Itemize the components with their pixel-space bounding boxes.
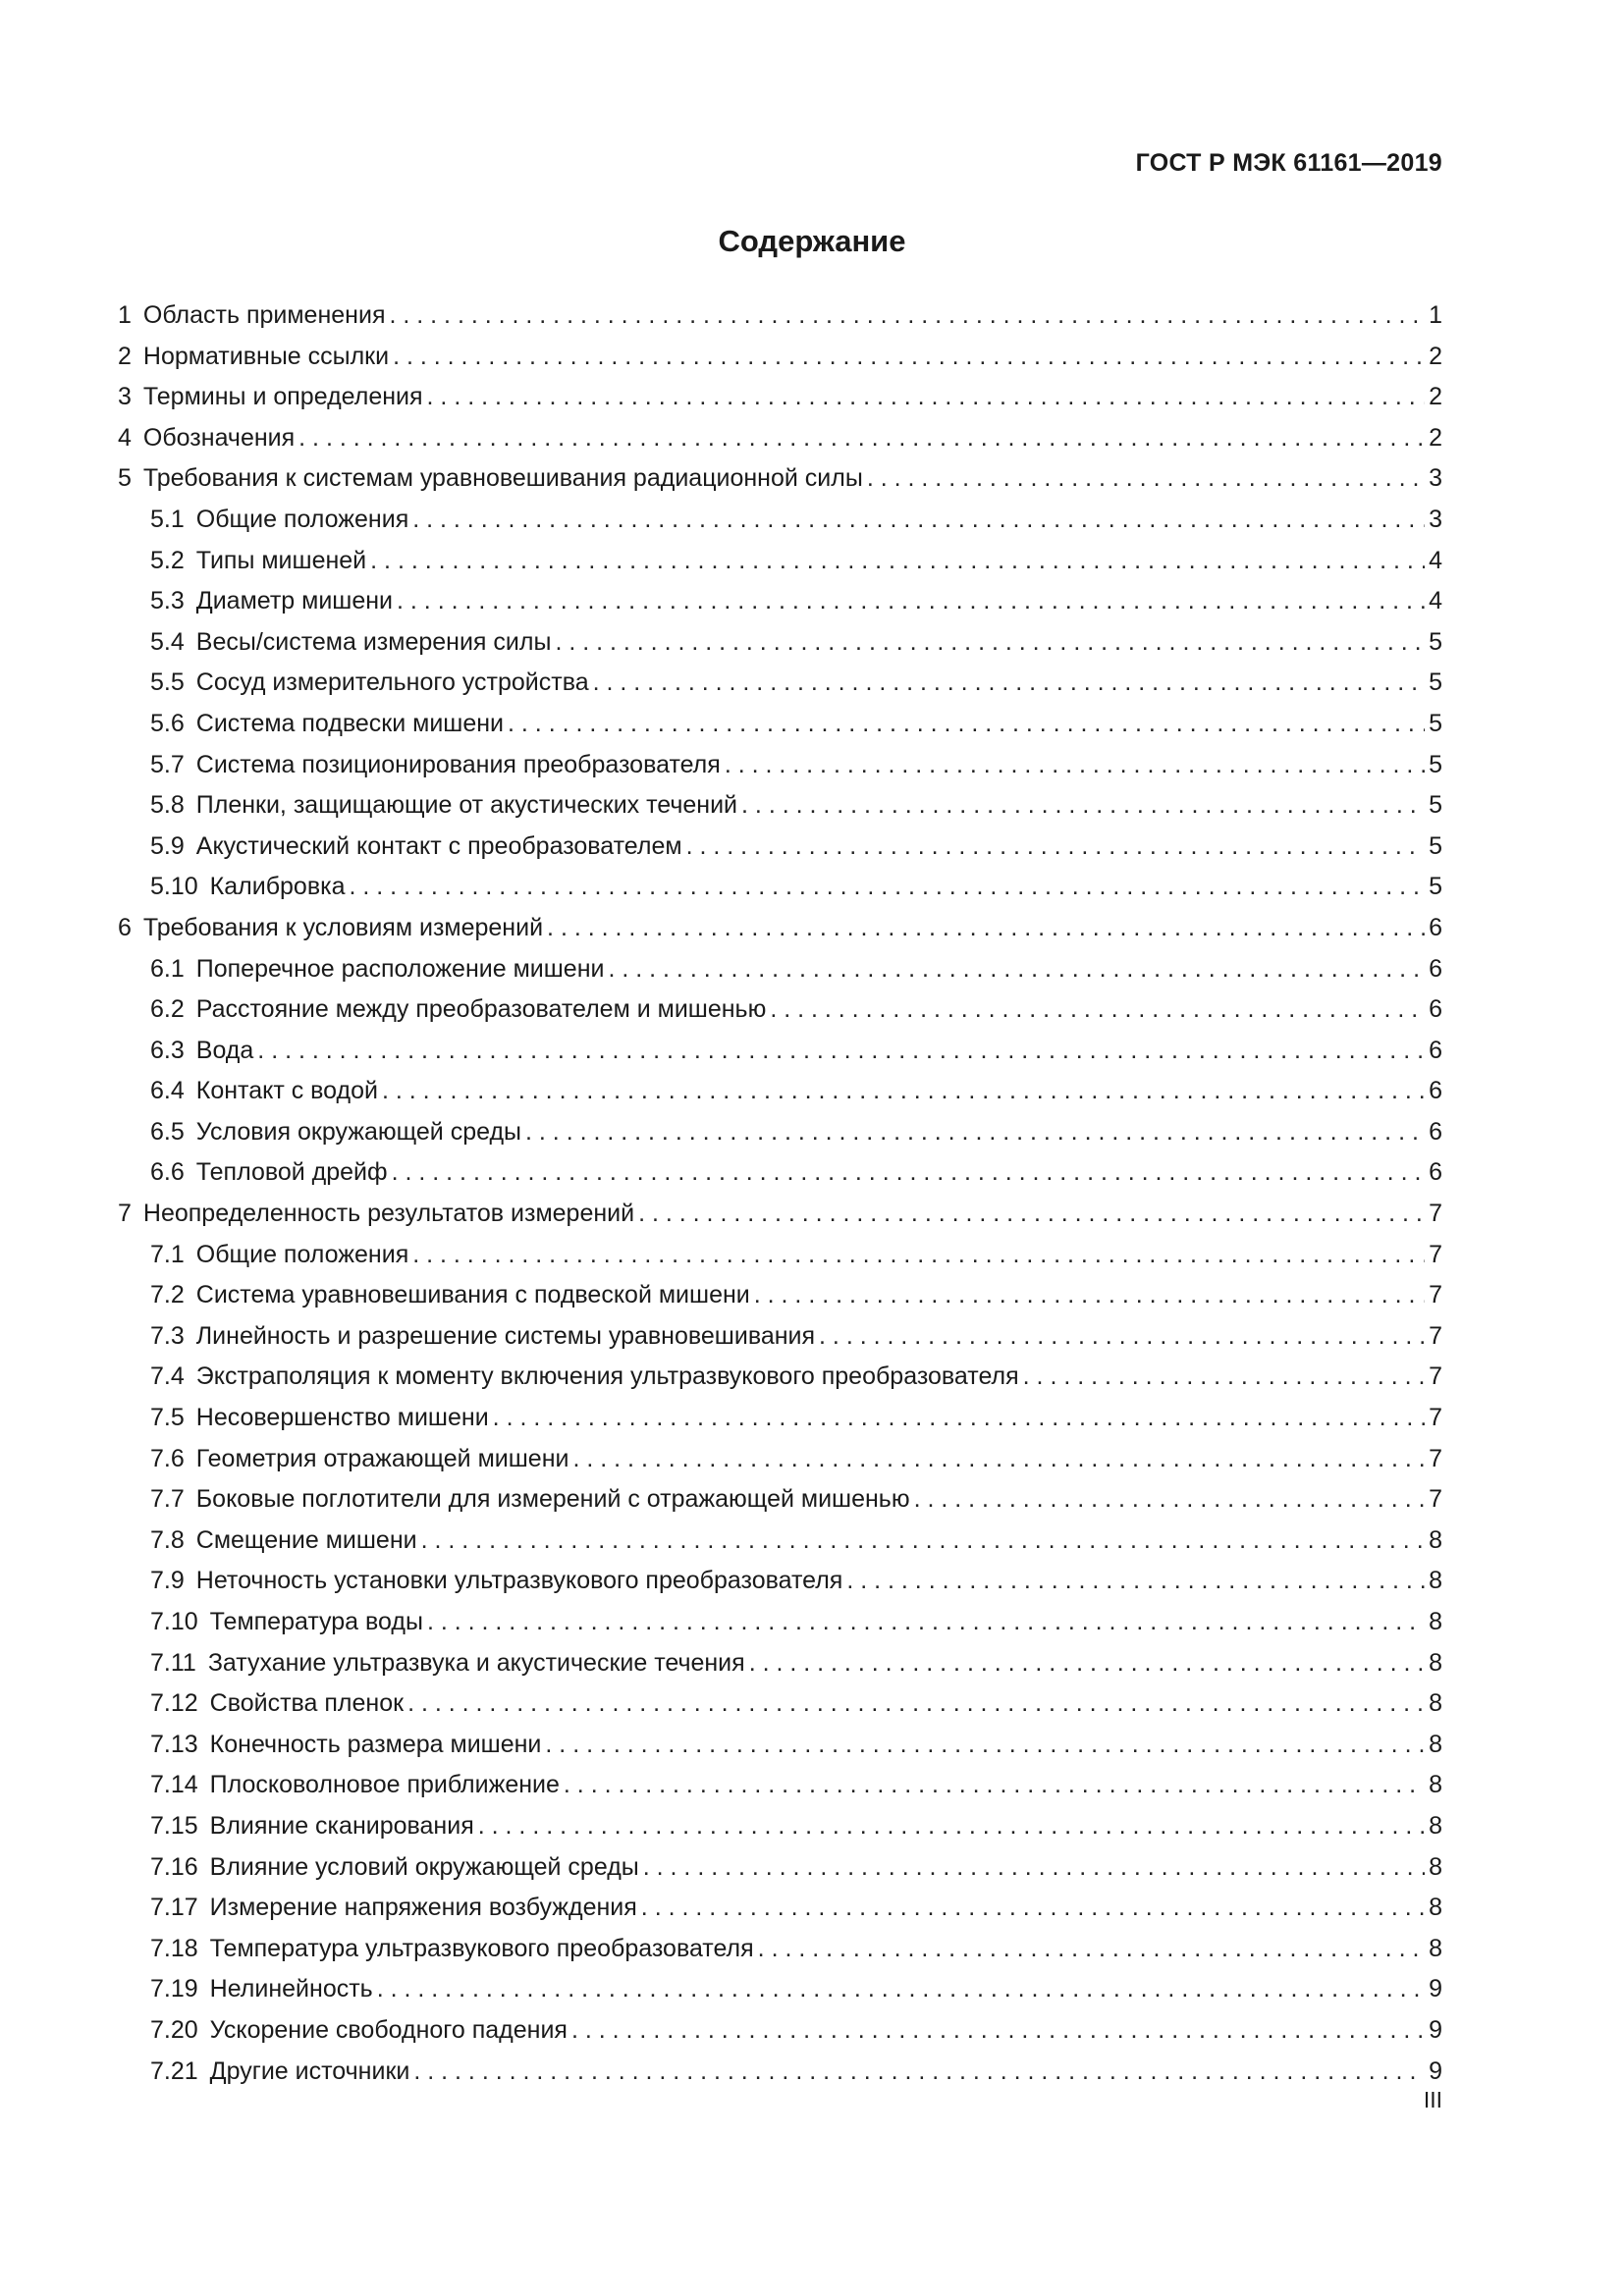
toc-dot-leader xyxy=(525,1112,1425,1153)
toc-entry[interactable] xyxy=(118,541,1442,582)
toc-entry-title: Конечность размера мишени xyxy=(209,1730,542,1758)
toc-dot-leader xyxy=(914,1479,1426,1521)
toc-entry[interactable] xyxy=(118,745,1442,786)
toc-entry-title: Весы/система измерения силы xyxy=(195,627,552,656)
toc-entry-page: 5 xyxy=(1429,668,1442,697)
toc-dot-leader xyxy=(770,989,1425,1031)
toc-entry-page: 3 xyxy=(1429,505,1442,533)
toc-entry-title: Температура воды xyxy=(209,1608,423,1635)
toc-entry-page: 4 xyxy=(1429,546,1442,574)
toc-entry[interactable] xyxy=(118,785,1442,827)
toc-entry-title: Термины и определения xyxy=(142,383,423,411)
toc-dot-leader xyxy=(555,622,1425,664)
toc-entry-title: Неопределенность результатов измерений xyxy=(142,1200,635,1228)
toc-entry[interactable] xyxy=(118,1765,1442,1806)
toc-entry[interactable] xyxy=(118,663,1442,704)
toc-entry-number: 7.20 xyxy=(150,2015,198,2044)
toc-entry-title: Обозначения xyxy=(142,423,296,452)
toc-entry-number: 7.12 xyxy=(150,1689,198,1718)
toc-entry-number: 6.6 xyxy=(150,1158,185,1187)
toc-entry-title: Сосуд измерительного устройства xyxy=(195,668,589,697)
toc-entry-page: 6 xyxy=(1429,1158,1442,1187)
toc-entry-page: 5 xyxy=(1429,627,1442,656)
toc-dot-leader xyxy=(638,1194,1425,1235)
toc-entry[interactable] xyxy=(118,1806,1442,1847)
toc-entry-number: 6.3 xyxy=(150,1036,185,1064)
toc-entry[interactable] xyxy=(118,1071,1442,1112)
toc-entry-number: 6 xyxy=(118,913,132,941)
toc-entry-number: 7.9 xyxy=(150,1567,185,1595)
toc-entry-page: 8 xyxy=(1429,1689,1442,1718)
toc-dot-leader xyxy=(608,949,1425,990)
toc-dot-leader xyxy=(393,337,1425,378)
toc-entry-title: Плосковолновое приближение xyxy=(209,1771,560,1799)
toc-entry-title: Боковые поглотители для измерений с отражающей мишенью xyxy=(195,1485,910,1514)
toc-entry-page: 7 xyxy=(1429,1444,1442,1472)
toc-entry-page: 1 xyxy=(1429,301,1442,329)
toc-entry[interactable] xyxy=(118,1398,1442,1439)
toc-dot-leader xyxy=(1023,1357,1425,1398)
toc-entry-title: Нормативные ссылки xyxy=(142,342,390,370)
toc-entry[interactable] xyxy=(118,500,1442,541)
toc-dot-leader xyxy=(493,1398,1425,1439)
toc-entry[interactable] xyxy=(118,377,1442,418)
toc-entry[interactable] xyxy=(118,1643,1442,1684)
toc-dot-leader xyxy=(350,867,1426,908)
toc-entry-page: 7 xyxy=(1429,1404,1442,1432)
toc-entry-number: 2 xyxy=(118,342,132,370)
toc-entry-title: Линейность и разрешение системы уравновешивания xyxy=(195,1321,816,1350)
toc-entry-page: 5 xyxy=(1429,873,1442,901)
toc-entry[interactable] xyxy=(118,1521,1442,1562)
toc-entry-page: 8 xyxy=(1429,1934,1442,1962)
toc-entry[interactable] xyxy=(118,458,1442,500)
toc-entry-page: 3 xyxy=(1429,464,1442,493)
toc-entry-number: 4 xyxy=(118,423,132,452)
toc-dot-leader xyxy=(412,1235,1425,1276)
toc-entry-page: 7 xyxy=(1429,1240,1442,1268)
toc-entry-number: 5.10 xyxy=(150,873,198,901)
toc-entry-page: 8 xyxy=(1429,1730,1442,1758)
toc-entry-number: 6.5 xyxy=(150,1117,185,1146)
toc-dot-leader xyxy=(754,1275,1425,1316)
toc-entry[interactable] xyxy=(118,1847,1442,1889)
toc-entry-page: 5 xyxy=(1429,750,1442,778)
document-code: ГОСТ Р МЭК 61161—2019 xyxy=(1135,149,1442,177)
toc-entry[interactable] xyxy=(118,1479,1442,1521)
toc-entry[interactable] xyxy=(118,1561,1442,1602)
toc-entry[interactable] xyxy=(118,1112,1442,1153)
toc-entry-number: 5.4 xyxy=(150,627,185,656)
toc-entry-number: 5.5 xyxy=(150,668,185,697)
toc-entry[interactable] xyxy=(118,1316,1442,1358)
toc-entry-page: 2 xyxy=(1429,383,1442,411)
toc-entry[interactable] xyxy=(118,2010,1442,2052)
toc-dot-leader xyxy=(412,500,1425,541)
toc-entry[interactable] xyxy=(118,1725,1442,1766)
toc-dot-leader xyxy=(478,1806,1425,1847)
toc-entry-number: 6.2 xyxy=(150,995,185,1024)
toc-entry-title: Система позиционирования преобразователя xyxy=(195,750,721,778)
toc-dot-leader xyxy=(819,1316,1425,1358)
toc-entry-page: 5 xyxy=(1429,831,1442,860)
toc-entry[interactable] xyxy=(118,1031,1442,1072)
toc-entry-title: Несовершенство мишени xyxy=(195,1404,489,1432)
toc-dot-leader xyxy=(377,1969,1425,2010)
toc-dot-leader xyxy=(389,295,1425,337)
toc-entry-title: Акустический контакт с преобразователем xyxy=(195,831,682,860)
toc-entry-title: Система уравновешивания с подвеской мишени xyxy=(195,1281,750,1309)
toc-dot-leader xyxy=(686,827,1426,868)
toc-entry-number: 5.9 xyxy=(150,831,185,860)
toc-entry-page: 8 xyxy=(1429,1608,1442,1635)
toc-dot-leader xyxy=(571,2010,1425,2052)
toc-entry-title: Влияние условий окружающей среды xyxy=(209,1852,639,1881)
toc-entry-title: Типы мишеней xyxy=(195,546,367,574)
toc-entry-page: 5 xyxy=(1429,709,1442,737)
toc-entry[interactable] xyxy=(118,1357,1442,1398)
toc-entry-title: Условия окружающей среды xyxy=(195,1117,522,1146)
toc-entry[interactable] xyxy=(118,418,1442,459)
toc-dot-leader xyxy=(427,377,1426,418)
toc-entry-page: 7 xyxy=(1429,1362,1442,1391)
toc-entry[interactable] xyxy=(118,949,1442,990)
toc-dot-leader xyxy=(382,1071,1425,1112)
toc-entry[interactable] xyxy=(118,1683,1442,1725)
toc-dot-leader xyxy=(257,1031,1425,1072)
toc-entry-number: 7.14 xyxy=(150,1771,198,1799)
toc-entry-number: 7.5 xyxy=(150,1404,185,1432)
toc-entry[interactable] xyxy=(118,1275,1442,1316)
toc-entry-title: Геометрия отражающей мишени xyxy=(195,1444,569,1472)
toc-entry-title: Неточность установки ультразвукового преобразователя xyxy=(195,1567,843,1595)
toc-entry-number: 5.2 xyxy=(150,546,185,574)
toc-entry-page: 9 xyxy=(1429,2056,1442,2085)
toc-title: Содержание xyxy=(718,224,906,258)
toc-entry-number: 7.1 xyxy=(150,1240,185,1268)
toc-dot-leader xyxy=(397,581,1425,622)
toc-entry-number: 7.13 xyxy=(150,1730,198,1758)
toc-entry[interactable] xyxy=(118,1888,1442,1929)
toc-entry-title: Вода xyxy=(195,1036,254,1064)
toc-entry-page: 7 xyxy=(1429,1321,1442,1350)
toc-dot-leader xyxy=(725,745,1425,786)
toc-entry-number: 7.2 xyxy=(150,1281,185,1309)
toc-entry-number: 7.15 xyxy=(150,1811,198,1840)
toc-dot-leader xyxy=(547,908,1425,949)
toc-entry-page: 9 xyxy=(1429,1975,1442,2003)
toc-entry[interactable] xyxy=(118,1602,1442,1643)
toc-entry-number: 7.11 xyxy=(150,1648,196,1677)
toc-entry[interactable] xyxy=(118,1194,1442,1235)
toc-entry-number: 7.3 xyxy=(150,1321,185,1350)
table-of-contents xyxy=(118,295,1442,2092)
toc-entry-page: 7 xyxy=(1429,1281,1442,1309)
toc-dot-leader xyxy=(407,1683,1425,1725)
toc-entry-title: Общие положения xyxy=(195,1240,409,1268)
toc-entry[interactable] xyxy=(118,1235,1442,1276)
toc-dot-leader xyxy=(867,458,1425,500)
toc-entry-number: 7.16 xyxy=(150,1852,198,1881)
toc-entry-title: Другие источники xyxy=(209,2056,410,2085)
toc-entry-title: Экстраполяция к моменту включения ультразвукового преобразователя xyxy=(195,1362,1019,1391)
toc-dot-leader xyxy=(298,418,1425,459)
toc-entry-title: Влияние сканирования xyxy=(209,1811,474,1840)
toc-entry-title: Смещение мишени xyxy=(195,1525,417,1554)
toc-entry-page: 7 xyxy=(1429,1200,1442,1228)
toc-entry[interactable] xyxy=(118,704,1442,745)
toc-entry-page: 6 xyxy=(1429,913,1442,941)
toc-entry-title: Затухание ультразвука и акустические течения xyxy=(207,1648,745,1677)
toc-entry-page: 6 xyxy=(1429,995,1442,1024)
toc-entry[interactable] xyxy=(118,295,1442,337)
toc-entry-number: 5.1 xyxy=(150,505,185,533)
toc-dot-leader xyxy=(370,541,1425,582)
toc-entry-page: 8 xyxy=(1429,1771,1442,1799)
toc-entry-number: 7.6 xyxy=(150,1444,185,1472)
toc-entry-title: Расстояние между преобразователем и мишенью xyxy=(195,995,767,1024)
toc-entry-number: 7.19 xyxy=(150,1975,198,2003)
toc-entry-page: 8 xyxy=(1429,1648,1442,1677)
toc-entry-title: Требования к условиям измерений xyxy=(142,913,544,941)
toc-dot-leader xyxy=(749,1643,1425,1684)
toc-entry-page: 8 xyxy=(1429,1852,1442,1881)
toc-dot-leader xyxy=(741,785,1425,827)
toc-dot-leader xyxy=(758,1929,1425,1970)
toc-entry-title: Общие положения xyxy=(195,505,409,533)
toc-entry-number: 7.21 xyxy=(150,2056,198,2085)
toc-entry-title: Пленки, защищающие от акустических течений xyxy=(195,791,738,820)
toc-entry-number: 3 xyxy=(118,383,132,411)
toc-entry-title: Контакт с водой xyxy=(195,1077,378,1105)
toc-entry-page: 6 xyxy=(1429,1077,1442,1105)
toc-entry-page: 9 xyxy=(1429,2015,1442,2044)
toc-entry-number: 5.6 xyxy=(150,709,185,737)
toc-dot-leader xyxy=(413,2052,1425,2093)
toc-entry[interactable] xyxy=(118,827,1442,868)
toc-entry-title: Калибровка xyxy=(209,873,346,901)
toc-dot-leader xyxy=(564,1765,1425,1806)
toc-entry-number: 7.18 xyxy=(150,1934,198,1962)
toc-dot-leader xyxy=(593,663,1425,704)
toc-entry-title: Нелинейность xyxy=(209,1975,373,2003)
toc-dot-leader xyxy=(572,1439,1425,1480)
toc-entry-page: 6 xyxy=(1429,954,1442,983)
toc-entry-number: 7.10 xyxy=(150,1608,198,1635)
toc-entry-number: 7.8 xyxy=(150,1525,185,1554)
toc-entry-title: Поперечное расположение мишени xyxy=(195,954,605,983)
toc-dot-leader xyxy=(392,1152,1426,1194)
toc-entry-title: Диаметр мишени xyxy=(195,587,394,615)
toc-entry-title: Температура ультразвукового преобразователя xyxy=(209,1934,754,1962)
toc-entry-page: 8 xyxy=(1429,1525,1442,1554)
toc-entry-number: 7.7 xyxy=(150,1485,185,1514)
toc-entry-number: 7.17 xyxy=(150,1894,198,1922)
toc-entry-number: 5.3 xyxy=(150,587,185,615)
page-number: III xyxy=(1423,2087,1442,2112)
toc-entry-page: 7 xyxy=(1429,1485,1442,1514)
toc-entry-page: 8 xyxy=(1429,1894,1442,1922)
toc-entry-page: 6 xyxy=(1429,1117,1442,1146)
toc-entry-title: Свойства пленок xyxy=(209,1689,405,1718)
toc-entry-title: Ускорение свободного падения xyxy=(209,2015,568,2044)
toc-entry-page: 5 xyxy=(1429,791,1442,820)
toc-entry[interactable] xyxy=(118,908,1442,949)
toc-entry[interactable] xyxy=(118,989,1442,1031)
toc-entry-number: 6.4 xyxy=(150,1077,185,1105)
toc-dot-leader xyxy=(427,1602,1425,1643)
toc-dot-leader xyxy=(846,1561,1425,1602)
toc-entry-number: 7.4 xyxy=(150,1362,185,1391)
toc-entry[interactable] xyxy=(118,1152,1442,1194)
toc-entry-title: Система подвески мишени xyxy=(195,709,505,737)
toc-entry-title: Требования к системам уравновешивания радиационной силы xyxy=(142,464,863,493)
toc-entry-page: 4 xyxy=(1429,587,1442,615)
toc-entry-page: 8 xyxy=(1429,1567,1442,1595)
toc-entry-number: 6.1 xyxy=(150,954,185,983)
toc-dot-leader xyxy=(641,1888,1425,1929)
toc-entry[interactable] xyxy=(118,581,1442,622)
toc-entry-title: Измерение напряжения возбуждения xyxy=(209,1894,637,1922)
toc-entry-number: 5 xyxy=(118,464,132,493)
toc-entry-page: 2 xyxy=(1429,342,1442,370)
toc-entry-title: Область применения xyxy=(142,301,386,329)
toc-entry-page: 2 xyxy=(1429,423,1442,452)
toc-entry[interactable] xyxy=(118,337,1442,378)
toc-entry[interactable] xyxy=(118,867,1442,908)
toc-entry[interactable] xyxy=(118,1929,1442,1970)
toc-entry-page: 6 xyxy=(1429,1036,1442,1064)
toc-dot-leader xyxy=(643,1847,1425,1889)
toc-entry-title: Тепловой дрейф xyxy=(195,1158,388,1187)
toc-entry-number: 5.7 xyxy=(150,750,185,778)
toc-entry-number: 1 xyxy=(118,301,132,329)
toc-entry[interactable] xyxy=(118,2052,1442,2093)
toc-entry[interactable] xyxy=(118,1969,1442,2010)
toc-dot-leader xyxy=(508,704,1425,745)
toc-dot-leader xyxy=(545,1725,1425,1766)
toc-entry-number: 5.8 xyxy=(150,791,185,820)
toc-entry[interactable] xyxy=(118,1439,1442,1480)
toc-dot-leader xyxy=(421,1521,1425,1562)
toc-entry[interactable] xyxy=(118,622,1442,664)
toc-entry-number: 7 xyxy=(118,1200,132,1228)
toc-entry-page: 8 xyxy=(1429,1811,1442,1840)
